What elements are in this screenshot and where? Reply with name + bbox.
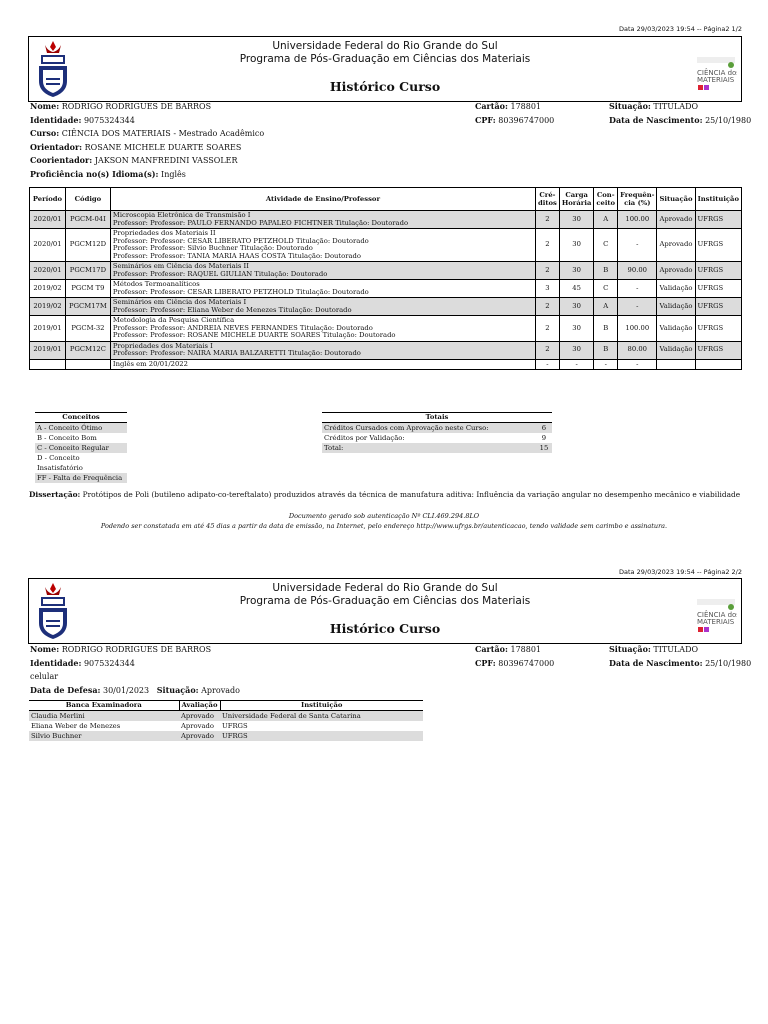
cpf-line-2: CPF: 80396747000 [475, 657, 555, 668]
course-table-body [30, 211, 742, 370]
activity-name: Microscopia Eletrônica de Transmisão I [112, 211, 251, 219]
conceitos-title: Conceitos [35, 413, 127, 423]
banca-header-nome: Banca Examinadora [29, 701, 179, 711]
cell-carga: 30 [559, 229, 594, 262]
cell-periodo [30, 359, 66, 370]
banca-avaliacao: Aprovado [181, 722, 214, 730]
totais-title: Totais [322, 413, 552, 423]
list-item [35, 453, 127, 473]
activity-name: Seminários em Ciência dos Materiais I [112, 298, 247, 306]
defesa-line: Data de Defesa: 30/01/2023 Situação: Aprovado [30, 684, 240, 695]
professor-line: Professor: Professor: TANIA MARIA HAAS COSTA Titulação: Doutorado [112, 251, 361, 260]
document-title-2: Histórico Curso [329, 621, 441, 636]
cell-carga: 30 [559, 316, 594, 342]
table-row [29, 711, 423, 722]
professor-line: Professor: Professor: Eliana Weber de Menezes Titulação: Doutorado [112, 305, 352, 314]
list-item [35, 473, 127, 483]
curso-line: Curso: CIÊNCIA DOS MATERIAIS - Mestrado Acadêmico [30, 128, 265, 138]
cell-freq: - [618, 280, 657, 298]
cell-lines [110, 211, 535, 229]
professor-line: Professor: Professor: ROSANE MICHELE DUARTE SOARES Titulação: Doutorado [112, 331, 396, 339]
cell-carga: 45 [559, 280, 594, 298]
cell-instituicao: UFRGS [695, 298, 741, 316]
cell-periodo: 2019/02 [30, 298, 66, 316]
conceito-item: C - Conceito Regular [35, 443, 127, 453]
cell-situacao: Validação [657, 280, 695, 298]
cell-codigo: PGCM T9 [65, 280, 110, 298]
cartao-line: Cartão: 178801 [475, 101, 542, 111]
totais-value: 15 [536, 443, 552, 453]
activity-name: Metodologia da Pesquisa Científica [112, 316, 235, 324]
professor-line: Professor: Professor: ANDREIA NEVES FERNANDES Titulação: Doutorado [112, 323, 373, 332]
cell-situacao: Aprovado [657, 211, 695, 229]
table-row [322, 443, 552, 453]
table-row [322, 423, 552, 434]
banca-nome: Eliana Weber de Menezes [31, 722, 121, 730]
totais-label: Total: [322, 443, 536, 453]
identidade-line-2: Identidade: 9075324344 [30, 657, 135, 668]
table-row [30, 229, 742, 262]
table-row [30, 211, 742, 229]
student-info-2 [30, 643, 211, 670]
student-info [30, 100, 264, 181]
header-titles-2 [29, 582, 741, 608]
activity-name: Propriedades dos Materiais II [112, 229, 216, 237]
situacao-line-2: Situação: TITULADO [609, 644, 699, 654]
professor-line: Professor: Professor: Silvio Buchner Titulação: Doutorado [112, 244, 313, 252]
conceito-item: D - Conceito Insatisfatório [37, 454, 83, 472]
cell-situacao: Validação [657, 298, 695, 316]
nome-line-2: Nome: RODRIGO RODRIGUES DE BARROS [30, 644, 212, 654]
cell-creditos: 3 [536, 280, 560, 298]
cell-lines [110, 229, 535, 262]
cell-lines [110, 359, 535, 370]
cell-conceito: A [594, 211, 618, 229]
cell-instituicao: UFRGS [695, 316, 741, 342]
student-info-col3 [609, 100, 751, 127]
header-titles [29, 40, 741, 66]
ciencia-materiais-logo-2 [695, 597, 737, 637]
header-situacao: Situação [657, 188, 695, 211]
header-periodo: Período [30, 188, 66, 211]
cell-periodo: 2019/01 [30, 341, 66, 359]
professor-line: Professor: Professor: PAULO FERNANDO PAPALEO FICHTNER Titulação: Doutorado [112, 218, 409, 227]
dissertacao-line [29, 490, 740, 499]
banca-nome: Claudia Merlini [29, 711, 179, 722]
professor-line: Professor: Professor: CESAR LIBERATO PETZHOLD Titulação: Doutorado [112, 236, 369, 245]
table-row [30, 316, 742, 342]
header-creditos: Cré- ditos [536, 188, 560, 211]
cell-conceito: B [594, 341, 618, 359]
situacao-line: Situação: TITULADO [609, 101, 699, 111]
cell-codigo [65, 359, 110, 370]
cell-periodo: 2020/01 [30, 211, 66, 229]
table-row [30, 262, 742, 280]
cell-codigo: PGCM17M [65, 298, 110, 316]
activity-name: Propriedades dos Materiais I [112, 341, 213, 350]
orientador-line: Orientador: ROSANE MICHELE DUARTE SOARES [30, 141, 242, 152]
cell-carga: 30 [559, 211, 594, 229]
nascimento-line-2: Data de Nascimento: 25/10/1980 [609, 657, 752, 668]
page-header [28, 36, 742, 102]
cartao-line-2: Cartão: 178801 [475, 644, 542, 654]
page-header-2 [28, 578, 742, 644]
cell-conceito: B [594, 262, 618, 280]
cell-codigo: PGCM17D [65, 262, 110, 280]
cell-carga: 30 [559, 341, 594, 359]
banca-avaliacao: Aprovado [179, 711, 220, 722]
cell-freq: 90.00 [618, 262, 657, 280]
list-item [35, 423, 127, 434]
materials-logo-icon [695, 597, 737, 637]
cell-conceito: C [594, 229, 618, 262]
cell-situacao: Aprovado [657, 229, 695, 262]
authentication-note [0, 511, 768, 531]
header-carga: Carga Horária [559, 188, 594, 211]
celular-text: celular [30, 672, 59, 681]
cell-situacao: Aprovado [657, 262, 695, 280]
banca-header-avaliacao: Avaliação [179, 701, 220, 711]
cell-carga: 30 [559, 298, 594, 316]
header-instituicao: Instituição [695, 188, 741, 211]
program-name: Programa de Pós-Graduação em Ciências dos Materiais [239, 53, 531, 65]
page-info-2: Data 29/03/2023 19:54 -- Página2 2/2 [619, 568, 742, 576]
cell-instituicao: UFRGS [695, 262, 741, 280]
professor-line: Professor: Professor: NAIRA MARIA BALZARETTI Titulação: Doutorado [112, 349, 361, 357]
cell-situacao [657, 359, 695, 370]
program-name-2: Programa de Pós-Graduação em Ciências dos Materiais [239, 595, 531, 607]
cell-codigo: PGCM12C [65, 341, 110, 359]
table-row [29, 731, 423, 741]
materials-logo-icon [695, 55, 737, 95]
cell-periodo: 2020/01 [30, 229, 66, 262]
cell-instituicao: UFRGS [695, 341, 741, 359]
cell-freq: - [618, 298, 657, 316]
cell-lines [110, 280, 535, 298]
cell-creditos: 2 [536, 298, 560, 316]
coorientador-line: Coorientador: JAKSON MANFREDINI VASSOLER [30, 155, 238, 165]
cell-freq: - [618, 359, 657, 370]
totais-value: 6 [536, 423, 552, 434]
student-info-2-col3 [609, 643, 751, 670]
table-row [30, 280, 742, 298]
header-conceito: Con- ceito [594, 188, 618, 211]
cell-conceito: A [594, 298, 618, 316]
nascimento-line: Data de Nascimento: 25/10/1980 [609, 114, 752, 125]
activity-name: Inglês em 20/01/2022 [112, 359, 188, 368]
logo-text-2: MATERIAIS [697, 618, 735, 626]
cpf-line: CPF: 80396747000 [475, 114, 555, 125]
cell-periodo: 2019/02 [30, 280, 66, 298]
cell-creditos: - [536, 359, 560, 370]
banca-header-instituicao: Instituição [220, 701, 423, 711]
table-row [30, 341, 742, 359]
cell-codigo: PGCM12D [65, 229, 110, 262]
cell-creditos: 2 [536, 316, 560, 342]
cell-instituicao [695, 359, 741, 370]
conceito-item: A - Conceito Ótimo [35, 423, 127, 434]
cell-conceito: C [594, 280, 618, 298]
logo-text-2: MATERIAIS [697, 76, 735, 84]
course-table [29, 187, 742, 370]
header-atividade: Atividade de Ensino/Professor [110, 188, 535, 211]
course-table-header [30, 188, 742, 211]
banca-nome: Silvio Buchner [29, 731, 179, 741]
table-row [29, 721, 423, 731]
banca-instituicao: UFRGS [222, 722, 248, 730]
cell-instituicao: UFRGS [695, 280, 741, 298]
cell-carga: 30 [559, 262, 594, 280]
activity-name: Métodos Termoanalíticos [112, 280, 200, 288]
header-frequencia: Frequên- cia (%) [618, 188, 657, 211]
professor-line: Professor: Professor: RAQUEL GIULIAN Titulação: Doutorado [112, 269, 328, 278]
cell-codigo: PGCM-32 [65, 316, 110, 342]
cell-lines [110, 298, 535, 316]
conceito-item: B - Conceito Bom [37, 434, 97, 442]
banca-instituicao: Universidade Federal de Santa Catarina [220, 711, 423, 722]
cell-freq: 100.00 [618, 316, 657, 342]
cell-freq: 100.00 [618, 211, 657, 229]
cell-conceito: - [594, 359, 618, 370]
table-row [30, 359, 742, 370]
table-row [30, 298, 742, 316]
student-info-col2 [475, 100, 554, 127]
cell-lines [110, 341, 535, 359]
totais-table [322, 412, 552, 453]
student-info-2-col2 [475, 643, 554, 670]
dissertacao-title: Protótipos de Poli (butileno adipato-co-tereftalato) produzidos através da técnica de manufatura aditiva: Influência da variação angular no desempenho mecânico e viabilidade [82, 490, 741, 499]
page-info: Data 29/03/2023 19:54 -- Página2 1/2 [619, 25, 742, 33]
cell-situacao: Validação [657, 316, 695, 342]
list-item [35, 443, 127, 453]
cell-situacao: Validação [657, 341, 695, 359]
auth-code: Documento gerado sob autenticação Nº CLI.469.294.8LO [288, 512, 480, 520]
cell-conceito: B [594, 316, 618, 342]
activity-name: Seminários em Ciência dos Materiais II [112, 262, 249, 270]
cell-freq: 80.00 [618, 341, 657, 359]
cell-codigo: PGCM-04I [65, 211, 110, 229]
nome-line: Nome: RODRIGO RODRIGUES DE BARROS [30, 101, 212, 111]
logo-text-1: CIÊNCIA dos [697, 611, 737, 619]
table-row [322, 433, 552, 443]
cell-creditos: 2 [536, 229, 560, 262]
cell-periodo: 2020/01 [30, 262, 66, 280]
logo-text-1: CIÊNCIA dos [697, 69, 737, 77]
banca-avaliacao: Aprovado [179, 731, 220, 741]
cell-carga: - [559, 359, 594, 370]
cell-creditos: 2 [536, 262, 560, 280]
banca-instituicao: UFRGS [220, 731, 423, 741]
cell-freq: - [618, 229, 657, 262]
totais-value: 9 [541, 434, 547, 442]
totais-label: Créditos Cursados com Aprovação neste Curso: [322, 423, 536, 434]
conceitos-legend [35, 412, 127, 483]
cell-creditos: 2 [536, 211, 560, 229]
totais-label: Créditos por Validação: [324, 434, 405, 442]
professor-line: Professor: Professor: CESAR LIBERATO PETZHOLD Titulação: Doutorado [112, 287, 369, 296]
proficiencia-line: Proficiência no(s) Idioma(s): Inglês [30, 168, 186, 179]
document-title: Histórico Curso [329, 79, 441, 94]
conceito-item: FF - Falta de Frequência [35, 473, 127, 483]
auth-url-note: Podendo ser constatada em até 45 dias a partir da data de emissão, na Internet, pelo endereço http://www.ufrgs.br/autenticacao, tendo validade sem carimbo e assinatura. [100, 522, 668, 530]
identidade-line: Identidade: 9075324344 [30, 114, 135, 125]
banca-table [29, 700, 423, 741]
defesa-info [30, 671, 240, 697]
cell-lines [110, 262, 535, 280]
cell-creditos: 2 [536, 341, 560, 359]
cell-instituicao: UFRGS [695, 211, 741, 229]
cell-instituicao: UFRGS [695, 229, 741, 262]
cell-lines [110, 316, 535, 342]
dissertacao-label: Dissertação: [29, 490, 81, 499]
cell-periodo: 2019/01 [30, 316, 66, 342]
list-item [35, 433, 127, 443]
ciencia-materiais-logo [695, 55, 737, 95]
header-codigo: Código [65, 188, 110, 211]
university-name-2: Universidade Federal do Rio Grande do Sul [272, 582, 498, 594]
university-name: Universidade Federal do Rio Grande do Sul [272, 40, 498, 52]
